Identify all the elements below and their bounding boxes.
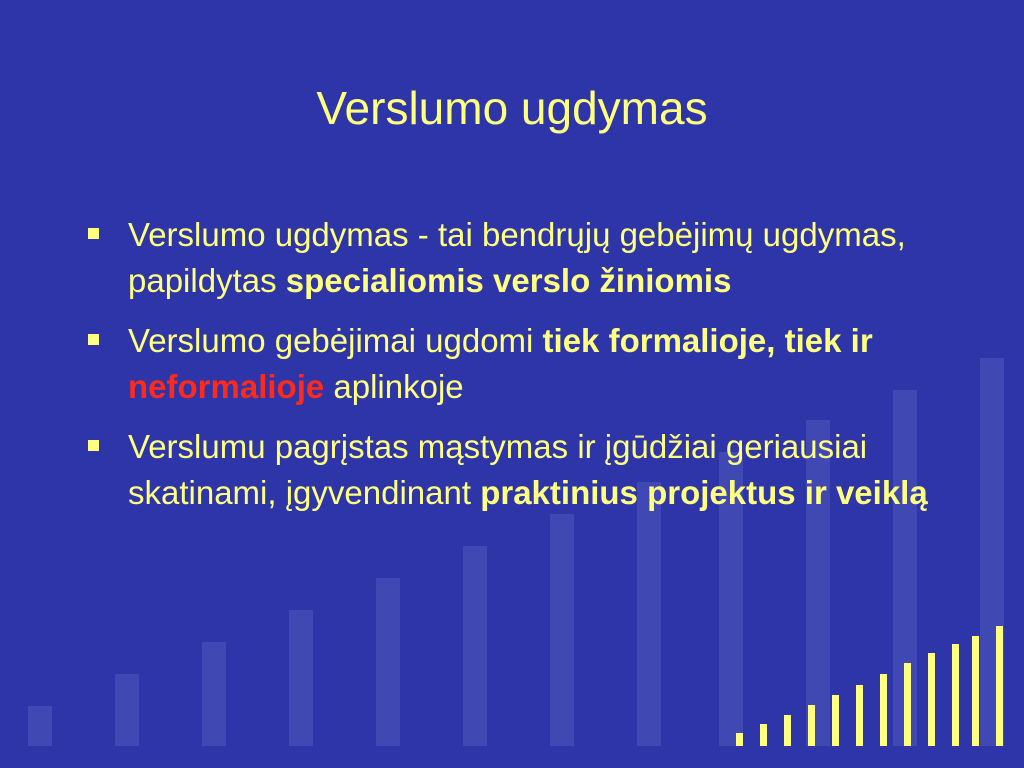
bullet-text-segment: tiek formalioje, tiek ir	[542, 322, 873, 359]
slide-title: Verslumo ugdymas	[316, 82, 708, 134]
bullet-item	[88, 424, 988, 516]
bullet-list	[88, 212, 988, 530]
bullet-text-segment: aplinkoje	[324, 368, 464, 405]
bullet-text-segment: praktinius projektus ir veiklą	[480, 474, 928, 511]
square-bullet-icon	[88, 228, 99, 239]
bullet-text-segment: Verslumo gebėjimai ugdomi	[128, 322, 543, 359]
bullet-text-segment: specialiomis verslo žiniomis	[285, 262, 732, 299]
square-bullet-icon	[88, 440, 99, 451]
foreground-bars	[736, 626, 1003, 746]
bullet-text-segment: Verslumo ugdymas - tai bendrųjų gebėjimų ugdymas, papildytas	[128, 216, 906, 299]
square-bullet-icon	[88, 334, 99, 345]
bullet-text-segment: neformalioje	[128, 368, 325, 405]
bullet-text-segment: Verslumu pagrįstas mąstymas ir įgūdžiai geriausiai skatinami, įgyvendinant	[128, 428, 868, 511]
bullet-item	[88, 318, 988, 410]
bullet-item	[88, 212, 988, 304]
